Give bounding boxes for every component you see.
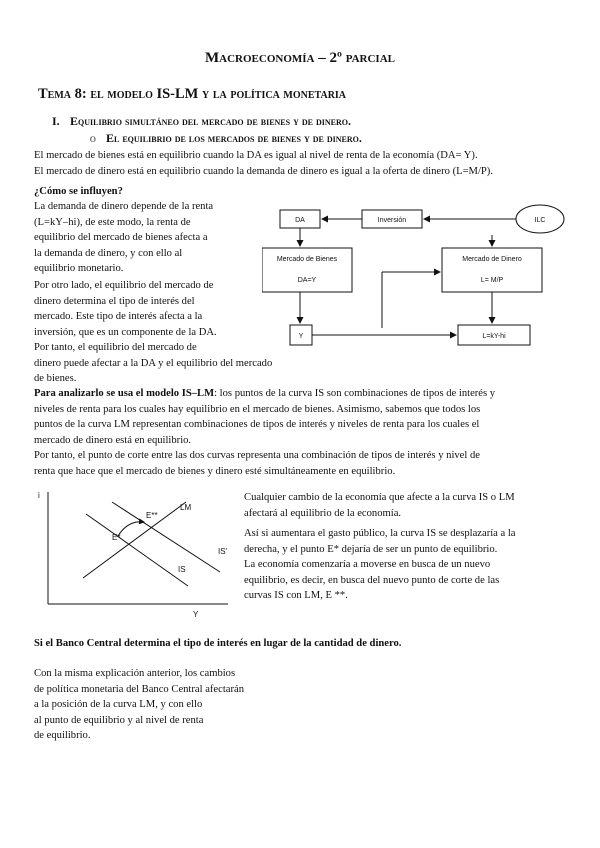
shift-arrow — [118, 522, 144, 536]
text-line: dinero determina el tipo de interés del — [34, 295, 195, 307]
text-line: Por tanto, el equilibrio del mercado de — [34, 342, 197, 353]
inversion-label: Inversión — [377, 217, 407, 224]
y-label: Y — [298, 333, 304, 340]
intro-line: El mercado de dinero está en equilibrio cuando la demanda de dinero es igual a la oferta de dinero (L=M/P). — [34, 165, 493, 177]
text-line: Por tanto, el punto de corte entre las dos curvas representa una combinación de tipos de interés y nivel de — [34, 450, 480, 461]
mercado-dinero-box — [442, 248, 542, 292]
islm-lead: Para analizarlo se usa el modelo IS–LM — [34, 388, 215, 399]
text-line: renta que hace que el mercado de bienes y dinero esté simultáneamente en equilibrio. — [34, 465, 396, 477]
text-line: equilibrio monetario. — [34, 263, 124, 274]
text-line: de política monetaria del Banco Central afectarán — [34, 683, 245, 695]
text-line: La economía comenzaría a moverse en busca de un nuevo — [244, 559, 491, 570]
influence-paragraph-1 — [34, 199, 274, 277]
text-line: equilibrio, es decir, en busca del nuevo punto de corte de las — [244, 574, 500, 586]
text-line: Por otro lado, el equilibrio del mercado de — [34, 280, 214, 291]
flow-diagram — [262, 200, 582, 350]
change-paragraph-2 — [244, 526, 584, 604]
lm-label: LM — [180, 503, 192, 512]
intro-line: El mercado de bienes está en equilibrio cuando la DA es igual al nivel de renta de la economía (DA= Y). — [34, 150, 478, 161]
mercado-dinero-label: Mercado de Dinero — [462, 256, 522, 263]
is-shifted-curve — [112, 502, 220, 572]
y-axis-label: Y — [193, 610, 199, 619]
text-line: derecha, y el punto E* dejaría de ser un punto de equilibrio. — [244, 543, 498, 555]
is-label: IS — [178, 565, 186, 574]
is-shifted-label: IS' — [218, 547, 228, 556]
text-line: dinero puede afectar a la DA y el equilibrio del mercado de bienes. — [34, 357, 273, 384]
change-paragraph-1 — [244, 490, 584, 521]
text-line: la demanda de dinero, y con ello al — [34, 247, 183, 259]
text-line: curvas IS con LM, E **. — [244, 590, 348, 601]
text-line: Con la misma explicación anterior, los cambios — [34, 668, 236, 679]
topic-heading: Tema 8: el modelo IS-LM y la política monetaria — [38, 86, 347, 102]
text-line: puntos de la curva LM representan combinaciones de tipos de interés y niveles de renta para los cuales el — [34, 419, 480, 430]
l-eq-label: L=kY-hi — [482, 333, 506, 340]
ilc-label: ILC — [534, 217, 546, 224]
text-line: (L=kY–hi), de este modo, la renta de — [34, 216, 191, 228]
section-label: Equilibrio simultáneo del mercado de bienes y de dinero. — [70, 114, 351, 128]
bank-heading: Si el Banco Central determina el tipo de interés en lugar de la cantidad de dinero. — [34, 638, 402, 649]
text-line: Así si aumentara el gasto público, la curva IS se desplazaría a la — [244, 528, 516, 539]
text-line: Cualquier cambio de la economía que afecte a la curva IS o LM — [244, 492, 515, 503]
text-line: al punto de equilibrio y al nivel de renta — [34, 714, 204, 726]
text-line: niveles de renta para los cuales hay equilibrio en el mercado de bienes. Asimismo, sabemos que todos los — [34, 403, 481, 415]
text-line: equilibrio del mercado de bienes afecta a — [34, 232, 208, 243]
document-title: Macroeconomía – 2º parcial — [205, 50, 395, 66]
text-line: inversión, que es un componente de la DA. — [34, 326, 217, 338]
bullet-icon: o — [90, 133, 96, 145]
bienes-eq-label: DA=Y — [297, 277, 317, 284]
islm-paragraph — [34, 386, 574, 479]
text-line: mercado. Este tipo de interés afecta a la — [34, 311, 203, 322]
subsection-label: El equilibrio de los mercados de bienes y de dinero. — [106, 131, 362, 145]
intro-paragraph — [34, 148, 574, 179]
mercado-bienes-box — [262, 248, 352, 292]
bank-paragraph — [34, 666, 314, 744]
section-number: I. — [52, 114, 60, 128]
text-line: a la posición de la curva LM, y con ello — [34, 699, 203, 710]
dinero-eq-label: L= M/P — [480, 277, 504, 284]
subsection-heading — [90, 131, 362, 146]
influence-heading: ¿Cómo se influyen? — [34, 186, 123, 197]
section-heading — [52, 114, 351, 129]
text-line: afectará al equilibrio de la economía. — [244, 507, 402, 519]
islm-graph — [28, 486, 238, 620]
influence-paragraph-2 — [34, 278, 274, 387]
text-line: mercado de dinero está en equilibrio. — [34, 434, 192, 446]
da-label: DA — [295, 217, 305, 224]
e2-label: E** — [146, 511, 158, 520]
i-axis-label: i — [38, 491, 40, 500]
e1-label: E* — [112, 533, 121, 542]
text-line: : los puntos de la curva IS son combinaciones de tipos de interés y — [214, 388, 496, 399]
mercado-bienes-label: Mercado de Bienes — [276, 256, 338, 263]
text-line: La demanda de dinero depende de la renta — [34, 201, 214, 212]
is-curve — [86, 514, 188, 586]
text-line: de equilibrio. — [34, 730, 91, 741]
